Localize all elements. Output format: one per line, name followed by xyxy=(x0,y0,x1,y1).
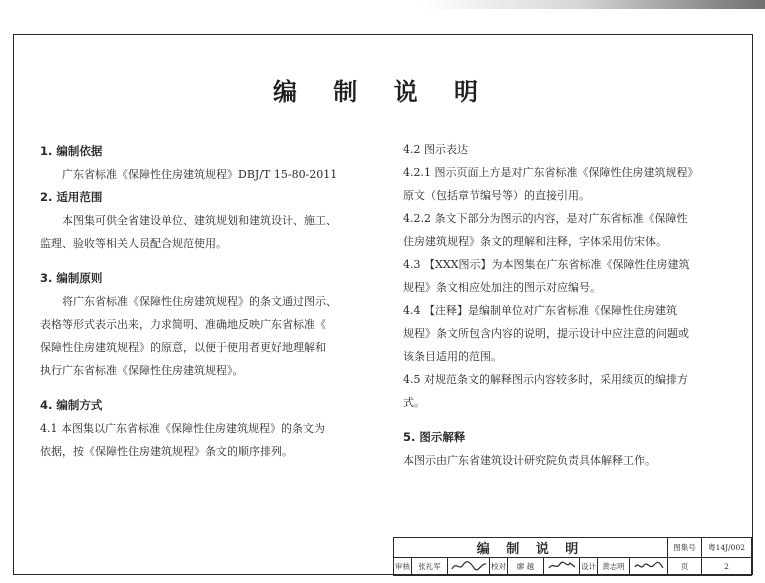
right-column xyxy=(403,138,713,472)
design-label: 设计 xyxy=(580,558,598,576)
page-label: 页 xyxy=(668,558,702,576)
section-5-heading: 5. 图示解释 xyxy=(403,430,466,444)
atlas-number-label: 图集号 xyxy=(668,538,702,558)
right-text-line: 4.4 【注释】是编制单位对广东省标准《保障性住房建筑 xyxy=(403,304,677,317)
section-3-text-line: 表格等形式表示出来，力求简明、准确地反映广东省标准《 xyxy=(40,318,326,331)
section-2-text-line: 监理、验收等相关人员配合规范使用。 xyxy=(40,237,227,250)
review-label: 审核 xyxy=(394,558,412,576)
right-text-line: 4.3 【XXX图示】为本图集在广东省标准《保障性住房建筑 xyxy=(403,258,690,271)
right-text-line: 4.5 对规范条文的解释图示内容较多时，采用续页的编排方 xyxy=(403,373,688,386)
check-label: 校对 xyxy=(490,558,508,576)
section-3-heading: 3. 编制原则 xyxy=(40,271,103,285)
right-text-line: 规程》条文相应处加注的图示对应编号。 xyxy=(403,281,601,294)
section-3-text-line: 将广东省标准《保障性住房建筑规程》的条文通过图示、 xyxy=(62,295,337,308)
page-title: 编 制 说 明 xyxy=(272,77,493,106)
review-signature xyxy=(448,558,490,576)
right-text-line: 原文（包括章节编号等）的直接引用。 xyxy=(403,189,590,202)
section-2-heading: 2. 适用范围 xyxy=(40,190,103,204)
design-signature xyxy=(630,558,668,576)
section-5-text: 本图示由广东省建筑设计研究院负责具体解释工作。 xyxy=(403,454,656,467)
left-column xyxy=(40,140,350,463)
scan-edge-shade xyxy=(0,0,765,9)
title-block-title: 编 制 说 明 xyxy=(394,538,668,558)
section-4-text-line: 4.1 本图集以广东省标准《保障性住房建筑规程》的条文为 xyxy=(40,422,325,435)
right-text-line: 住房建筑规程》条文的理解和注释，字体采用仿宋体。 xyxy=(403,235,667,248)
title-block xyxy=(393,537,752,576)
right-text-line: 式。 xyxy=(403,396,425,409)
check-signature xyxy=(544,558,580,576)
subsection-4-2-heading: 4.2 图示表达 xyxy=(403,143,468,156)
section-1-heading: 1. 编制依据 xyxy=(40,144,103,158)
page-number: 2 xyxy=(702,558,752,576)
review-name: 张礼军 xyxy=(412,558,448,576)
section-3-text-line: 保障性住房建筑规程》的原意，以便于使用者更好地理解和 xyxy=(40,341,326,354)
check-name: 廖 越 xyxy=(508,558,544,576)
right-text-line: 规程》条文所包含内容的说明，提示设计中应注意的问题或 xyxy=(403,327,689,340)
section-3-text-line: 执行广东省标准《保障性住房建筑规程》。 xyxy=(40,364,244,377)
section-4-heading: 4. 编制方式 xyxy=(40,398,103,412)
design-name: 黄志明 xyxy=(598,558,630,576)
right-text-line: 4.2.1 图示页面上方是对广东省标准《保障性住房建筑规程》 xyxy=(403,166,699,179)
right-text-line: 4.2.2 条文下部分为图示的内容，是对广东省标准《保障性 xyxy=(403,212,688,225)
atlas-number-value: 粤14J/002 xyxy=(702,538,752,558)
section-1-text: 广东省标准《保障性住房建筑规程》DBJ/T 15-80-2011 xyxy=(62,168,338,181)
section-2-text-line: 本图集可供全省建设单位、建筑规划和建筑设计、施工、 xyxy=(62,214,337,227)
section-4-text-line: 依据，按《保障性住房建筑规程》条文的顺序排列。 xyxy=(40,445,293,458)
right-text-line: 该条目适用的范围。 xyxy=(403,350,502,363)
